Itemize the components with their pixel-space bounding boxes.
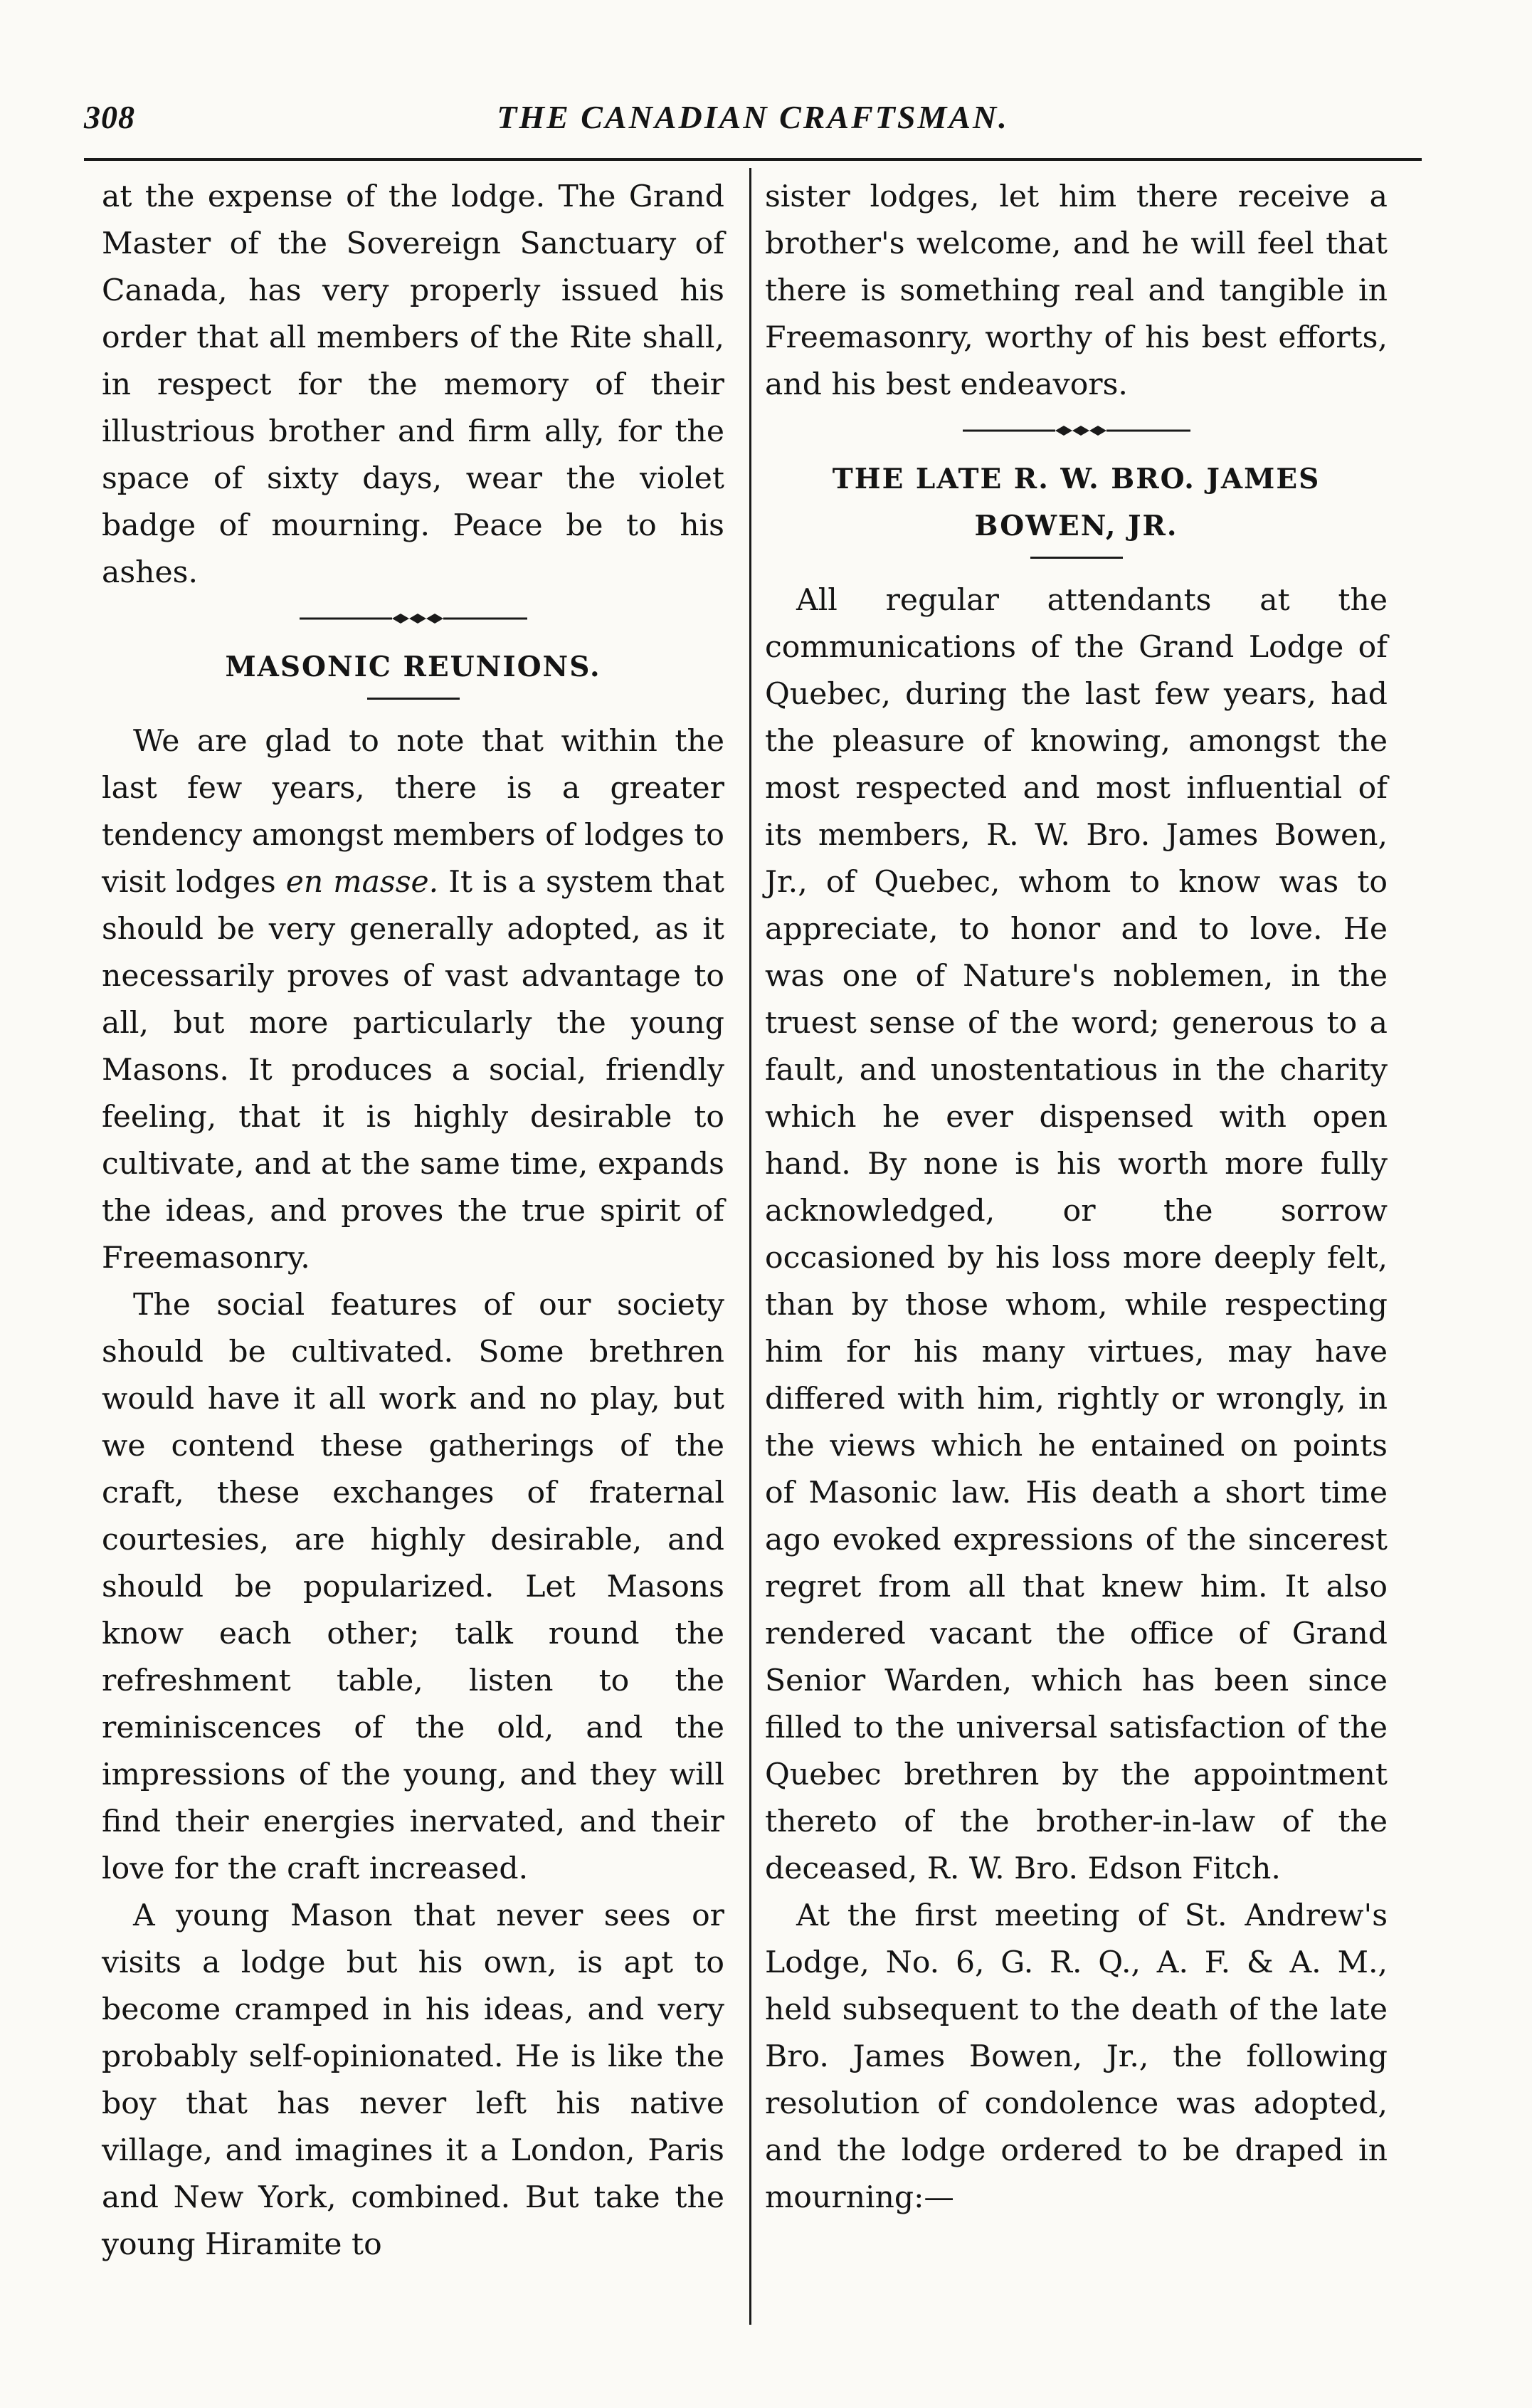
heading-underline (1030, 557, 1123, 559)
heading-line: BOWEN, JR. (974, 510, 1178, 542)
section-heading-masonic-reunions: MASONIC REUNIONS. (225, 651, 601, 683)
running-title: THE CANADIAN CRAFTSMAN. (497, 99, 1009, 135)
paragraph: The social features of our society should be cultivated. Some brethren would have it all work and no play, but we contend these gatherings of the craft, these exchanges of fraternal courtesies, are highly desirable, and should be popularized. Let Masons know each other; talk round the refreshment table, listen to the reminiscences of the old, and the impressions of the young, and they will find their energies inervated, and their love for the craft increased. (102, 1288, 724, 1886)
ornament-divider-icon (949, 421, 1205, 440)
article-continued-paragraph: sister lodges, let him there receive a brother's welcome, and he will feel that there is something real and tangible in Freemasonry, worthy of his best efforts, and his best endeavors. (765, 179, 1388, 402)
heading-underline (367, 698, 460, 700)
italic-phrase: en masse. (285, 865, 439, 900)
paragraph: At the first meeting of St. Andrew's Lodge, No. 6, G. R. Q., A. F. & A. M., held subsequent to the death of the late Bro. James Bowen, Jr., the following resolution of condolence was adopted, and the lodge ordered to be draped in mourning:— (765, 1898, 1388, 2215)
page-header (84, 91, 1422, 148)
paragraph-text: We are glad to note that within the last few years, there is a greater tendency amongst members of lodges to visit lodges (102, 724, 724, 900)
heading-line: THE LATE R. W. BRO. JAMES (832, 463, 1321, 495)
paragraph (102, 718, 724, 1282)
paragraph-text: It is a system that should be very generally adopted, as it necessarily proves of vast advantage to all, but more particularly the young Masons. It produces a social, friendly feeling, that it is highly desirable to cultivate, and at the same time, expands the ideas, and proves the true spirit of Freemasonry. (102, 865, 725, 1276)
section-heading-james-bowen (765, 456, 1388, 550)
header-rule (84, 158, 1422, 161)
page-number: 308 (84, 99, 135, 135)
column-divider (749, 168, 751, 2325)
paragraph: All regular attendants at the communications of the Grand Lodge of Quebec, during the last few years, had the pleasure of knowing, amongst the most respected and most influential of its members, R. W. Bro. James Bowen, Jr., of Quebec, whom to know was to appreciate, to honor and to love. He was one of Nature's noblemen, in the truest sense of the word; generous to a fault, and unostentatious in the charity which he ever dispensed with open hand. By none is his worth more fully acknowledged, or the sorrow occasioned by his loss more deeply felt, than by those whom, while respecting him for his many virtues, may have differed with him, rightly or wrongly, in the views which he entained on points of Masonic law. His death a short time ago evoked expressions of the sincerest regret from all that knew him. It also rendered vacant the office of Grand Senior Warden, which has been since filled to the universal satisfaction of the Quebec brethren by the appointment thereto of the brother-in-law of the deceased, R. W. Bro. Edson Fitch. (765, 583, 1388, 1886)
paragraph: A young Mason that never sees or visits a lodge but his own, is apt to become cramped in his ideas, and very probably self-opinionated. He is like the boy that has never left his native village, and imagines it a London, Paris and New York, combined. But take the young Hiramite to (102, 1898, 724, 2262)
article-continued-paragraph: at the expense of the lodge. The Grand Master of the Sovereign Sanctuary of Canada, has very properly issued his order that all members of the Rite shall, in respect for the memory of their illustrious brother and firm ally, for the space of sixty days, wear the violet badge of mourning. Peace be to his ashes. (102, 179, 724, 590)
left-column (102, 174, 724, 2268)
right-column (765, 174, 1388, 2222)
ornament-divider-icon (285, 609, 542, 628)
